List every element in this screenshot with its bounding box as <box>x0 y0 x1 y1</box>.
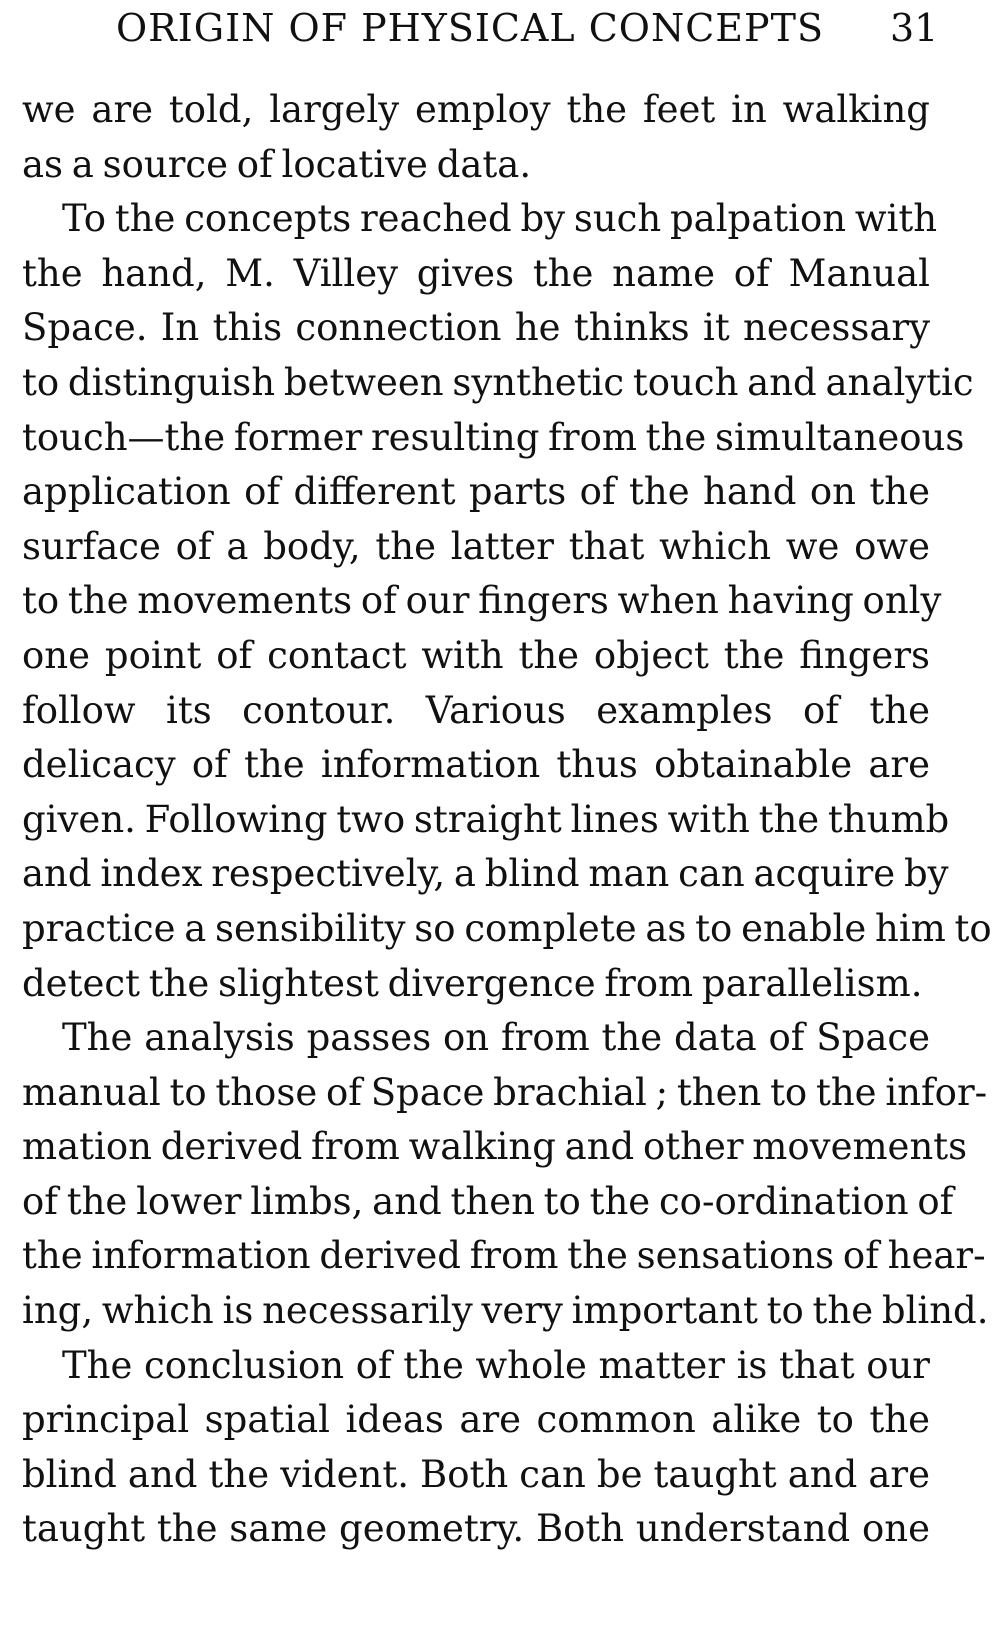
text-line: detect the slightest divergence from parallelism. <box>22 961 923 1005</box>
paragraph-1 <box>22 83 930 192</box>
text-line: to the movements of our fingers when having only <box>22 579 942 623</box>
text-line: To the concepts reached by such palpation with <box>62 197 938 241</box>
text-line: one point of contact with the object the fingers <box>22 633 930 677</box>
text-line: the hand, M. Villey gives the name of Manual <box>22 251 930 295</box>
paragraph-2 <box>22 192 992 1011</box>
paragraph-3 <box>22 1011 989 1339</box>
text-line: given. Following two straight lines with the thumb <box>22 797 950 841</box>
text-line: The analysis passes on from the data of Space <box>62 1016 930 1060</box>
text-line: The conclusion of the whole matter is that our <box>62 1343 930 1387</box>
text-line: application of different parts of the hand on the <box>22 470 930 514</box>
text-line: surface of a body, the latter that which we owe <box>22 524 930 568</box>
text-line: practice a sensibility so complete as to enable him to <box>22 906 992 950</box>
text-line: blind and the vident. Both can be taught and are <box>22 1452 930 1496</box>
text-line: delicacy of the information thus obtainable are <box>22 743 930 787</box>
text-line: follow its contour. Various examples of the <box>22 688 930 732</box>
text-line: the information derived from the sensations of hear- <box>22 1234 986 1278</box>
text-line: mation derived from walking and other movements <box>22 1125 968 1169</box>
running-head <box>0 6 1000 66</box>
text-line: of the lower limbs, and then to the co-ordination of <box>22 1179 954 1223</box>
text-line: and index respectively, a blind man can acquire by <box>22 852 949 896</box>
text-line: to distinguish between synthetic touch and analytic <box>22 360 974 404</box>
text-line: ing, which is necessarily very important to the blind. <box>22 1289 989 1333</box>
text-line: touch—the former resulting from the simultaneous <box>22 415 965 459</box>
page-number: 31 <box>890 6 939 50</box>
text-line: taught the same geometry. Both understand one <box>22 1507 930 1551</box>
body-text <box>22 83 992 1557</box>
text-line: as a source of locative data. <box>22 142 532 186</box>
text-line: we are told, largely employ the feet in walking <box>22 88 930 131</box>
text-line: Space. In this connection he thinks it necessary <box>22 306 930 350</box>
text-line: principal spatial ideas are common alike to the <box>22 1398 930 1442</box>
running-title: ORIGIN OF PHYSICAL CONCEPTS <box>116 6 824 50</box>
paragraph-4 <box>22 1339 930 1557</box>
text-line: manual to those of Space brachial ; then to the infor- <box>22 1070 988 1114</box>
